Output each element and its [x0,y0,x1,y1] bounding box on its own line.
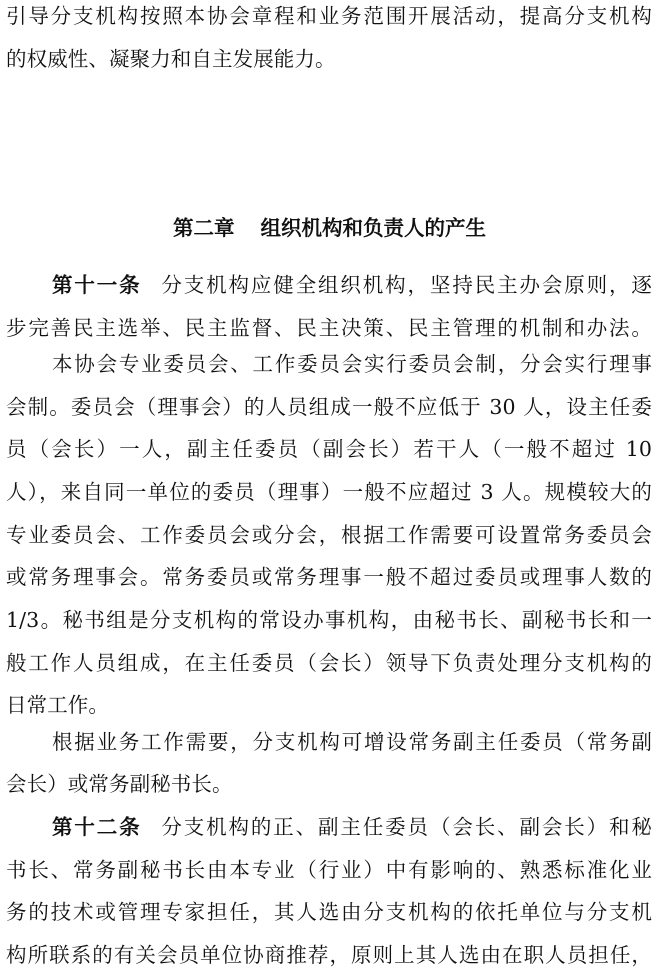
text-line: 会长）或常务副秘书长。 [6,772,233,796]
text-line: 日常工作。 [6,693,109,717]
text-line [52,814,652,840]
text-line: 的权威性、凝聚力和自主发展能力。 [6,47,336,71]
chapter-title: 组织机构和负责人的产生 [260,216,486,240]
text-line: 专业委员会、工作委员会或分会，根据工作需要可设置常务委员会 [6,523,652,547]
text-line: 步完善民主选举、民主监督、民主决策、民主管理的机制和办法。 [6,316,652,340]
text-line: 人），来自同一单位的委员（理事）一般不应超过 3 人。规模较大的 [6,480,652,504]
article-label: 第十二条 [52,815,142,839]
text-line: 书长、常务副秘书长由本专业（行业）中有影响的、熟悉标准化业 [6,858,652,882]
text-line: 根据业务工作需要，分支机构可增设常务副主任委员（常务副 [52,730,652,754]
text-line: 或常务理事会。常务委员或常务理事一般不超过委员或理事人数的 [6,565,652,589]
article-text: 分支机构的正、副主任委员（会长、副会长）和秘 [159,815,652,839]
text-line [52,272,652,298]
article-text: 分支机构应健全组织机构，坚持民主办会原则，逐 [159,273,652,297]
chapter-heading [0,215,659,241]
text-line: 务的技术或管理专家担任，其人选由分支机构的依托单位与分支机 [6,900,652,924]
text-line: 1/3。秘书组是分支机构的常设办事机构，由秘书长、副秘书长和一 [6,608,652,632]
text-line: 构所联系的有关会员单位协商推荐，原则上其人选由在职人员担任， [6,943,652,967]
text-line: 本协会专业委员会、工作委员会实行委员会制，分会实行理事 [52,352,652,376]
text-line: 员（会长）一人，副主任委员（副会长）若干人（一般不超过 10 [6,437,652,461]
text-line: 般工作人员组成，在主任委员（会长）领导下负责处理分支机构的 [6,651,652,675]
chapter-number: 第二章 [173,216,235,240]
text-line: 会制。委员会（理事会）的人员组成一般不应低于 30 人，设主任委 [6,395,652,419]
article-label: 第十一条 [52,273,142,297]
text-line: 引导分支机构按照本协会章程和业务范围开展活动，提高分支机构 [6,4,652,28]
